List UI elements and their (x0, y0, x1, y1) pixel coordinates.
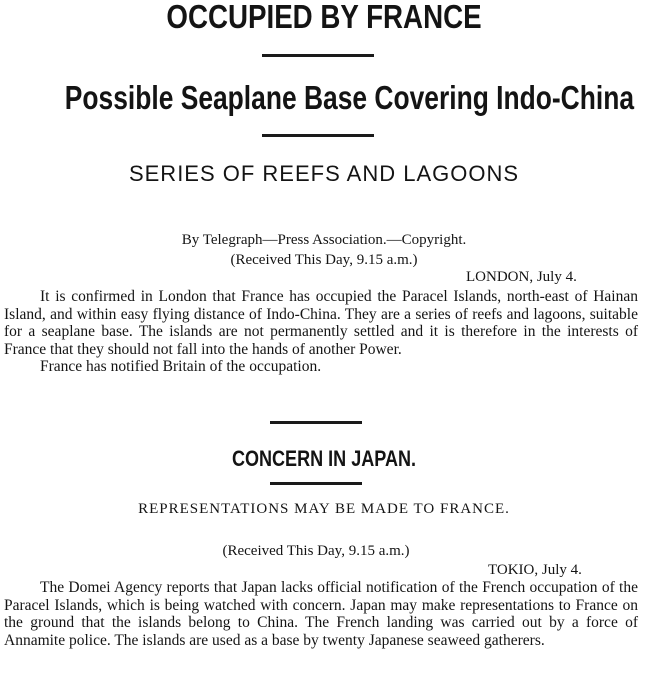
received-line: (Received This Day, 9.15 a.m.) (230, 252, 418, 268)
section-deck: REPRESENTATIONS MAY BE MADE TO FRANCE. (138, 501, 510, 517)
paragraph: France has notified Britain of the occupation. (40, 358, 322, 375)
paragraph: It is confirmed in London that France has occupied the Paracel Islands, north-east of Hainan Island, and within easy flying distance of Indo-China. They are a series of reefs and lagoons, suitable for a seaplane base. The islands are not permanently settled and it is therefore in the interests of France that they should not fall into the hands of another Power. (4, 288, 638, 358)
article-body (4, 288, 638, 376)
main-headline: OCCUPIED BY FRANCE (166, 0, 482, 35)
section-body (4, 579, 638, 649)
divider-rule (270, 482, 362, 485)
received-line: (Received This Day, 9.15 a.m.) (222, 543, 410, 559)
credit-line: By Telegraph—Press Association.—Copyright. (181, 232, 467, 248)
paragraph: The Domei Agency reports that Japan lacks official notification of the French occupation of the Paracel Islands, which is being watched with concern. Japan may make representations to France on the ground that the islands belong to China. The French landing was carried out by a force of Annamite police. The islands are used as a base by twenty Japanese seaweed gatherers. (4, 579, 638, 649)
sub-headline: Possible Seaplane Base Covering Indo-China (64, 79, 635, 116)
deck-headline: SERIES OF REEFS AND LAGOONS (128, 161, 520, 186)
section-headline: CONCERN IN JAPAN. (231, 446, 417, 471)
divider-rule (262, 54, 374, 57)
divider-rule (270, 421, 362, 424)
dateline: LONDON, July 4. (466, 269, 577, 285)
dateline: TOKIO, July 4. (488, 562, 582, 578)
divider-rule (262, 134, 374, 137)
